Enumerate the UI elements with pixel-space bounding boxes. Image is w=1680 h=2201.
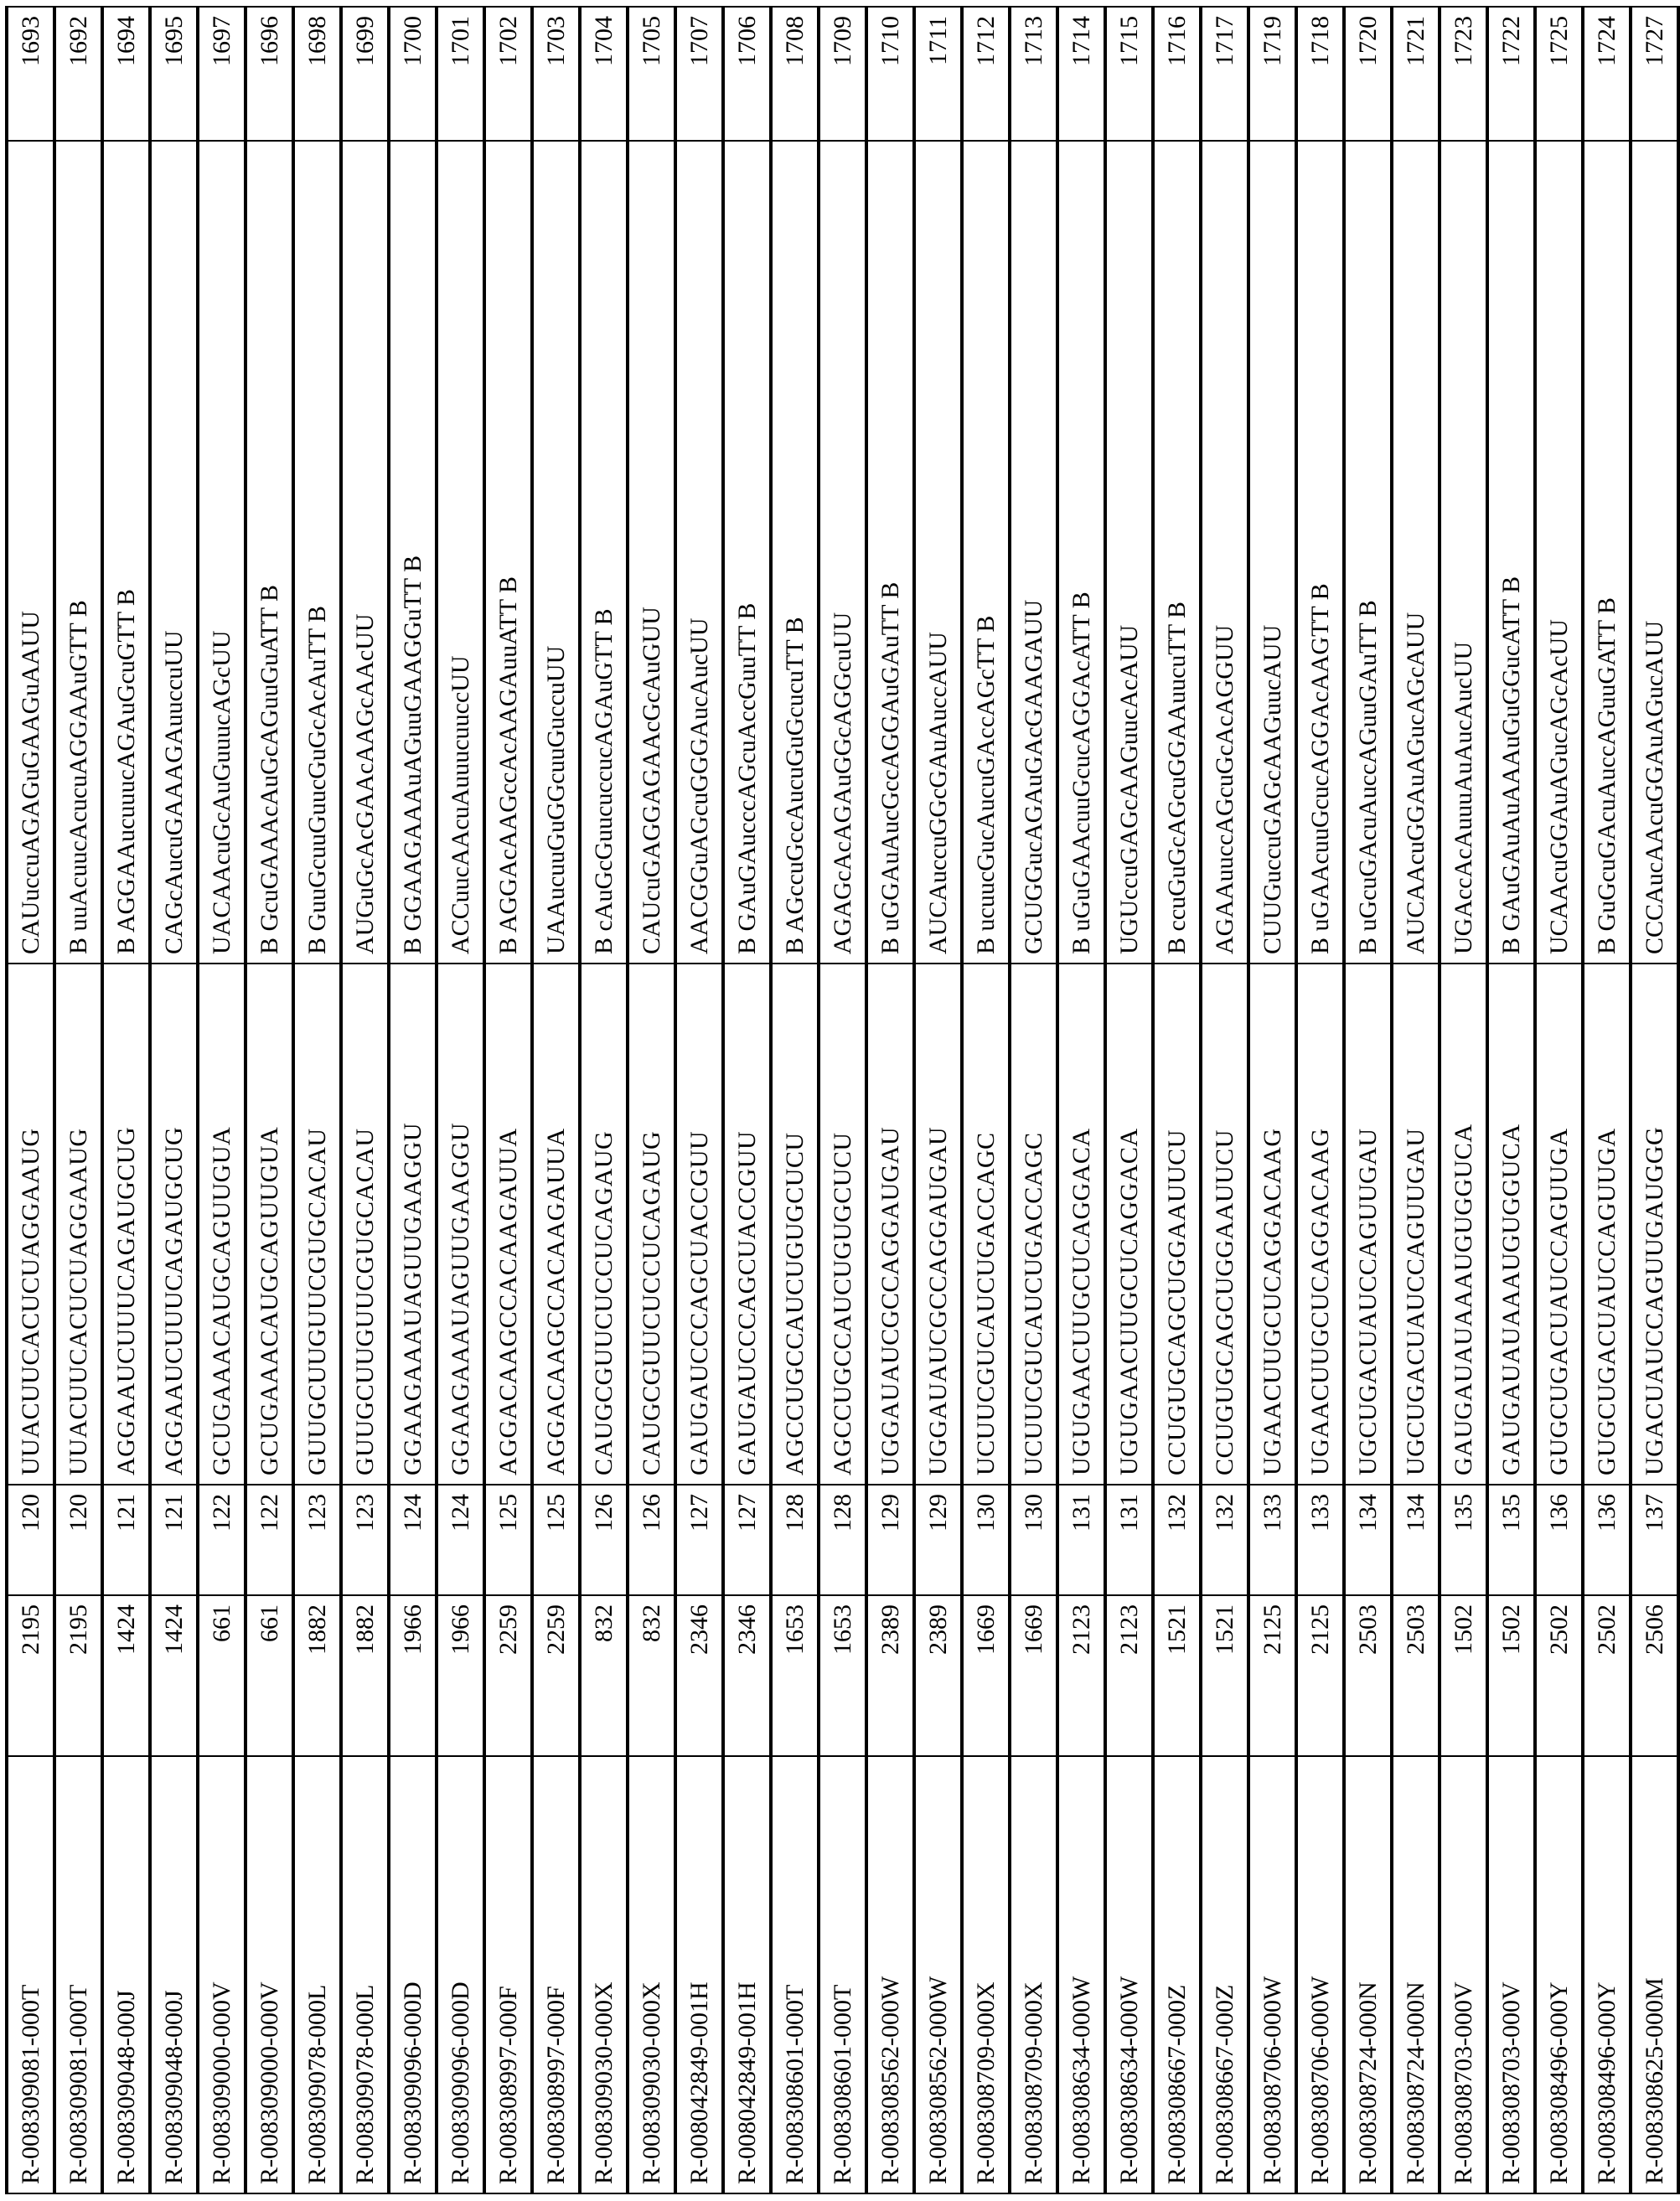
modified-sequence-cell: B GuGcuGAcuAuccAGuuGATT B	[1583, 141, 1631, 964]
compound-id-cell: R-008309048-000J	[102, 1756, 150, 2193]
target-sequence-cell: GUGCUGACUAUCCAGUUGA	[1535, 964, 1583, 1485]
position-number-cell: 1521	[1201, 1595, 1248, 1756]
sequence-index-cell: 128	[819, 1485, 866, 1595]
seq-id-number-cell: 1719	[1248, 7, 1296, 141]
compound-id-cell: R-008308706-000W	[1248, 1756, 1296, 2193]
modified-sequence-cell: B AGGAcAAGccAcAAGAuuATT B	[484, 141, 532, 964]
position-number-cell: 1966	[389, 1595, 437, 1756]
seq-id-number-cell: 1717	[1201, 7, 1248, 141]
table-row	[1392, 7, 1440, 2193]
rotated-page	[0, 0, 1642, 2201]
position-number-cell: 832	[580, 1595, 628, 1756]
modified-sequence-cell: UAAucuuGuGGcuuGuccuUU	[532, 141, 580, 964]
position-number-cell: 1502	[1440, 1595, 1487, 1756]
compound-id-cell: R-008309000-000V	[198, 1756, 246, 2193]
position-number-cell: 2123	[1105, 1595, 1153, 1756]
target-sequence-cell: AGGAAUCUUUCAGAUGCUG	[150, 964, 198, 1485]
modified-sequence-cell: B GGAAGAAAuAGuuGAAGGuTT B	[389, 141, 437, 964]
table-row	[341, 7, 389, 2193]
position-number-cell: 2125	[1248, 1595, 1296, 1756]
modified-sequence-cell: B GuuGcuuGuucGuGcAcAuTT B	[293, 141, 341, 964]
target-sequence-cell: CCUGUGCAGCUGGAAUUCU	[1201, 964, 1248, 1485]
sequence-index-cell: 123	[341, 1485, 389, 1595]
table-row	[819, 7, 866, 2193]
compound-id-cell: R-008309081-000T	[7, 1756, 54, 2193]
sequence-index-cell: 130	[962, 1485, 1010, 1595]
modified-sequence-cell: B ucuucGucAucuGAccAGcTT B	[962, 141, 1010, 964]
seq-id-number-cell: 1716	[1153, 7, 1201, 141]
table-row	[723, 7, 771, 2193]
table-row	[1583, 7, 1631, 2193]
compound-id-cell: R-008308562-000W	[914, 1756, 962, 2193]
sequence-index-cell: 120	[54, 1485, 102, 1595]
table-row	[389, 7, 437, 2193]
modified-sequence-cell: CAUcuGAGGAGAAcGcAuGUU	[628, 141, 675, 964]
seq-id-number-cell: 1696	[246, 7, 293, 141]
target-sequence-cell: UGGAUAUCGCCAGGAUGAU	[866, 964, 914, 1485]
position-number-cell: 2259	[532, 1595, 580, 1756]
modified-sequence-cell: B GAuGAucccAGcuAccGuuTT B	[723, 141, 771, 964]
position-number-cell: 661	[198, 1595, 246, 1756]
table-row	[102, 7, 150, 2193]
compound-id-cell: R-008308601-000T	[771, 1756, 819, 2193]
position-number-cell: 1966	[437, 1595, 484, 1756]
modified-sequence-cell: UCAAcuGGAuAGucAGcAcUU	[1535, 141, 1583, 964]
target-sequence-cell: UGCUGACUAUCCAGUUGAU	[1344, 964, 1392, 1485]
compound-id-cell: R-008308997-000F	[532, 1756, 580, 2193]
table-row	[1487, 7, 1535, 2193]
table-body	[7, 7, 1678, 2193]
sequence-index-cell: 131	[1105, 1485, 1153, 1595]
sequence-index-cell: 127	[675, 1485, 723, 1595]
sequence-index-cell: 121	[102, 1485, 150, 1595]
compound-id-cell: R-008308667-000Z	[1153, 1756, 1201, 2193]
modified-sequence-cell: ACCuucAAcuAuuucuuccUU	[437, 141, 484, 964]
position-number-cell: 2346	[723, 1595, 771, 1756]
sequence-index-cell: 122	[246, 1485, 293, 1595]
target-sequence-cell: GCUGAAACAUGCAGUUGUA	[198, 964, 246, 1485]
position-number-cell: 1882	[341, 1595, 389, 1756]
seq-id-number-cell: 1710	[866, 7, 914, 141]
sequence-index-cell: 124	[437, 1485, 484, 1595]
modified-sequence-cell: B uGuGAAcuuGcucAGGAcATT B	[1057, 141, 1105, 964]
compound-id-cell: R-008308562-000W	[866, 1756, 914, 2193]
sequence-index-cell: 137	[1631, 1485, 1678, 1595]
table-row	[7, 7, 54, 2193]
sequence-index-cell: 134	[1344, 1485, 1392, 1595]
table-row	[1105, 7, 1153, 2193]
position-number-cell: 1424	[102, 1595, 150, 1756]
target-sequence-cell: GGAAGAAAUAGUUGAAGGU	[437, 964, 484, 1485]
seq-id-number-cell: 1713	[1010, 7, 1057, 141]
sequence-index-cell: 122	[198, 1485, 246, 1595]
position-number-cell: 2503	[1344, 1595, 1392, 1756]
seq-id-number-cell: 1721	[1392, 7, 1440, 141]
compound-id-cell: R-008308709-000X	[1010, 1756, 1057, 2193]
sequence-index-cell: 131	[1057, 1485, 1105, 1595]
sequence-index-cell: 124	[389, 1485, 437, 1595]
sequence-index-cell: 123	[293, 1485, 341, 1595]
sequence-table	[5, 6, 1680, 2194]
table-row	[293, 7, 341, 2193]
modified-sequence-cell: AACGGuAGcuGGGAucAucUU	[675, 141, 723, 964]
seq-id-number-cell: 1727	[1631, 7, 1678, 141]
sequence-index-cell: 133	[1296, 1485, 1344, 1595]
position-number-cell: 2195	[7, 1595, 54, 1756]
target-sequence-cell: UCUUCGUCAUCUGACCAGC	[1010, 964, 1057, 1485]
seq-id-number-cell: 1705	[628, 7, 675, 141]
modified-sequence-cell: CAGcAucuGAAAGAuuccuUU	[150, 141, 198, 964]
modified-sequence-cell: CAUuccuAGAGuGAAGuAAUU	[7, 141, 54, 964]
position-number-cell: 2502	[1535, 1595, 1583, 1756]
target-sequence-cell: UGACUAUCCAGUUGAUGGG	[1631, 964, 1678, 1485]
sequence-index-cell: 125	[532, 1485, 580, 1595]
modified-sequence-cell: AUGuGcAcGAAcAAGcAAcUU	[341, 141, 389, 964]
sequence-index-cell: 129	[914, 1485, 962, 1595]
position-number-cell: 1653	[819, 1595, 866, 1756]
table-row	[1440, 7, 1487, 2193]
seq-id-number-cell: 1694	[102, 7, 150, 141]
compound-id-cell: R-008309078-000L	[293, 1756, 341, 2193]
compound-id-cell: R-008309096-000D	[389, 1756, 437, 2193]
modified-sequence-cell: CCCAucAAcuGGAuAGucAUU	[1631, 141, 1678, 964]
modified-sequence-cell: B cAuGcGuucuccucAGAuGTT B	[580, 141, 628, 964]
target-sequence-cell: GAUGAUCCCAGCUACCGUU	[723, 964, 771, 1485]
target-sequence-cell: UGUGAACUUGCUCAGGACA	[1105, 964, 1153, 1485]
sequence-index-cell: 135	[1487, 1485, 1535, 1595]
compound-id-cell: R-008308709-000X	[962, 1756, 1010, 2193]
compound-id-cell: R-008308667-000Z	[1201, 1756, 1248, 2193]
modified-sequence-cell: B GAuGAuAuAAAuGuGGucATT B	[1487, 141, 1535, 964]
modified-sequence-cell: B uGcuGAcuAuccAGuuGAuTT B	[1344, 141, 1392, 964]
target-sequence-cell: AGGAAUCUUUCAGAUGCUG	[102, 964, 150, 1485]
compound-id-cell: R-008308496-000Y	[1583, 1756, 1631, 2193]
modified-sequence-cell: UGUccuGAGcAAGuucAcAUU	[1105, 141, 1153, 964]
table-row	[1344, 7, 1392, 2193]
position-number-cell: 1882	[293, 1595, 341, 1756]
table-row	[1153, 7, 1201, 2193]
modified-sequence-cell: B uGGAuAucGccAGGAuGAuTT B	[866, 141, 914, 964]
table-row	[437, 7, 484, 2193]
table-row	[532, 7, 580, 2193]
sequence-index-cell: 135	[1440, 1485, 1487, 1595]
compound-id-cell: R-008308703-000V	[1440, 1756, 1487, 2193]
table-row	[1248, 7, 1296, 2193]
position-number-cell: 2259	[484, 1595, 532, 1756]
position-number-cell: 2123	[1057, 1595, 1105, 1756]
position-number-cell: 2506	[1631, 1595, 1678, 1756]
table-row	[150, 7, 198, 2193]
compound-id-cell: R-008308625-000M	[1631, 1756, 1678, 2193]
modified-sequence-cell: GCUGGucAGAuGAcGAAGAUU	[1010, 141, 1057, 964]
position-number-cell: 832	[628, 1595, 675, 1756]
compound-id-cell: R-008309078-000L	[341, 1756, 389, 2193]
target-sequence-cell: GAUGAUCCCAGCUACCGUU	[675, 964, 723, 1485]
table-row	[198, 7, 246, 2193]
compound-id-cell: R-008308703-000V	[1487, 1756, 1535, 2193]
compound-id-cell: R-008309096-000D	[437, 1756, 484, 2193]
position-number-cell: 2389	[866, 1595, 914, 1756]
sequence-index-cell: 129	[866, 1485, 914, 1595]
position-number-cell: 1669	[1010, 1595, 1057, 1756]
seq-id-number-cell: 1724	[1583, 7, 1631, 141]
modified-sequence-cell: B AGccuGccAucuGuGcucuTT B	[771, 141, 819, 964]
target-sequence-cell: GUUGCUUGUUCGUGCACAU	[293, 964, 341, 1485]
compound-id-cell: R-008042849-001H	[675, 1756, 723, 2193]
seq-id-number-cell: 1692	[54, 7, 102, 141]
compound-id-cell: R-008308706-000W	[1296, 1756, 1344, 2193]
target-sequence-cell: GAUGAUAUAAAUGUGGUCA	[1487, 964, 1535, 1485]
target-sequence-cell: CCUGUGCAGCUGGAAUUCU	[1153, 964, 1201, 1485]
table-row	[1057, 7, 1105, 2193]
modified-sequence-cell: B uGAAcuuGcucAGGAcAAGTT B	[1296, 141, 1344, 964]
seq-id-number-cell: 1706	[723, 7, 771, 141]
compound-id-cell: R-008308634-000W	[1057, 1756, 1105, 2193]
modified-sequence-cell: UGAccAcAuuuAuAucAucUU	[1440, 141, 1487, 964]
sequence-index-cell: 125	[484, 1485, 532, 1595]
seq-id-number-cell: 1712	[962, 7, 1010, 141]
modified-sequence-cell: B ccuGuGcAGcuGGAAuucuTT B	[1153, 141, 1201, 964]
position-number-cell: 1502	[1487, 1595, 1535, 1756]
target-sequence-cell: CAUGCGUUCUCCUCAGAUG	[628, 964, 675, 1485]
compound-id-cell: R-008042849-001H	[723, 1756, 771, 2193]
compound-id-cell: R-008308997-000F	[484, 1756, 532, 2193]
seq-id-number-cell: 1707	[675, 7, 723, 141]
seq-id-number-cell: 1722	[1487, 7, 1535, 141]
sequence-index-cell: 132	[1201, 1485, 1248, 1595]
compound-id-cell: R-008308634-000W	[1105, 1756, 1153, 2193]
seq-id-number-cell: 1693	[7, 7, 54, 141]
modified-sequence-cell: AUCAAcuGGAuAGucAGcAUU	[1392, 141, 1440, 964]
table-row	[246, 7, 293, 2193]
position-number-cell: 661	[246, 1595, 293, 1756]
position-number-cell: 1424	[150, 1595, 198, 1756]
seq-id-number-cell: 1701	[437, 7, 484, 141]
target-sequence-cell: GUGCUGACUAUCCAGUUGA	[1583, 964, 1631, 1485]
seq-id-number-cell: 1718	[1296, 7, 1344, 141]
table-row	[580, 7, 628, 2193]
seq-id-number-cell: 1704	[580, 7, 628, 141]
target-sequence-cell: GUUGCUUGUUCGUGCACAU	[341, 964, 389, 1485]
seq-id-number-cell: 1725	[1535, 7, 1583, 141]
compound-id-cell: R-008308601-000T	[819, 1756, 866, 2193]
compound-id-cell: R-008308724-000N	[1392, 1756, 1440, 2193]
seq-id-number-cell: 1714	[1057, 7, 1105, 141]
sequence-index-cell: 136	[1535, 1485, 1583, 1595]
target-sequence-cell: AGGACAAGCCACAAGAUUA	[532, 964, 580, 1485]
table-row	[1296, 7, 1344, 2193]
table-row	[1535, 7, 1583, 2193]
sequence-index-cell: 127	[723, 1485, 771, 1595]
table-row	[675, 7, 723, 2193]
compound-id-cell: R-008309000-000V	[246, 1756, 293, 2193]
seq-id-number-cell: 1723	[1440, 7, 1487, 141]
sequence-index-cell: 128	[771, 1485, 819, 1595]
target-sequence-cell: GAUGAUAUAAAUGUGGUCA	[1440, 964, 1487, 1485]
target-sequence-cell: GCUGAAACAUGCAGUUGUA	[246, 964, 293, 1485]
seq-id-number-cell: 1698	[293, 7, 341, 141]
target-sequence-cell: UGAACUUGCUCAGGACAAG	[1248, 964, 1296, 1485]
target-sequence-cell: UGAACUUGCUCAGGACAAG	[1296, 964, 1344, 1485]
seq-id-number-cell: 1703	[532, 7, 580, 141]
modified-sequence-cell: CUUGuccuGAGcAAGuucAUU	[1248, 141, 1296, 964]
table-row	[914, 7, 962, 2193]
position-number-cell: 2503	[1392, 1595, 1440, 1756]
sequence-index-cell: 136	[1583, 1485, 1631, 1595]
position-number-cell: 2346	[675, 1595, 723, 1756]
compound-id-cell: R-008308496-000Y	[1535, 1756, 1583, 2193]
sequence-index-cell: 120	[7, 1485, 54, 1595]
seq-id-number-cell: 1699	[341, 7, 389, 141]
target-sequence-cell: UGCUGACUAUCCAGUUGAU	[1392, 964, 1440, 1485]
compound-id-cell: R-008309030-000X	[580, 1756, 628, 2193]
target-sequence-cell: AGGACAAGCCACAAGAUUA	[484, 964, 532, 1485]
position-number-cell: 2502	[1583, 1595, 1631, 1756]
compound-id-cell: R-008309081-000T	[54, 1756, 102, 2193]
compound-id-cell: R-008308724-000N	[1344, 1756, 1392, 2193]
target-sequence-cell: UUACUUCACUCUAGGAAUG	[54, 964, 102, 1485]
seq-id-number-cell: 1709	[819, 7, 866, 141]
seq-id-number-cell: 1695	[150, 7, 198, 141]
seq-id-number-cell: 1708	[771, 7, 819, 141]
table-row	[771, 7, 819, 2193]
modified-sequence-cell: B GcuGAAAcAuGcAGuuGuATT B	[246, 141, 293, 964]
modified-sequence-cell: UACAAcuGcAuGuuucAGcUU	[198, 141, 246, 964]
sequence-index-cell: 130	[1010, 1485, 1057, 1595]
seq-id-number-cell: 1715	[1105, 7, 1153, 141]
target-sequence-cell: CAUGCGUUCUCCUCAGAUG	[580, 964, 628, 1485]
sequence-index-cell: 134	[1392, 1485, 1440, 1595]
target-sequence-cell: GGAAGAAAUAGUUGAAGGU	[389, 964, 437, 1485]
table-row	[1201, 7, 1248, 2193]
modified-sequence-cell: B uuAcuucAcucuAGGAAuGTT B	[54, 141, 102, 964]
sequence-index-cell: 132	[1153, 1485, 1201, 1595]
table-row	[54, 7, 102, 2193]
table-row	[866, 7, 914, 2193]
sequence-index-cell: 121	[150, 1485, 198, 1595]
modified-sequence-cell: B AGGAAucuuucAGAuGcuGTT B	[102, 141, 150, 964]
target-sequence-cell: UCUUCGUCAUCUGACCAGC	[962, 964, 1010, 1485]
position-number-cell: 2195	[54, 1595, 102, 1756]
seq-id-number-cell: 1700	[389, 7, 437, 141]
table-row	[484, 7, 532, 2193]
seq-id-number-cell: 1711	[914, 7, 962, 141]
compound-id-cell: R-008309048-000J	[150, 1756, 198, 2193]
sequence-index-cell: 126	[628, 1485, 675, 1595]
table-row	[1010, 7, 1057, 2193]
target-sequence-cell: AGCCUGCCAUCUGUGCUCU	[771, 964, 819, 1485]
modified-sequence-cell: AGAGcAcAGAuGGcAGGcuUU	[819, 141, 866, 964]
modified-sequence-cell: AGAAuuccAGcuGcAcAGGUU	[1201, 141, 1248, 964]
table-row	[628, 7, 675, 2193]
target-sequence-cell: AGCCUGCCAUCUGUGCUCU	[819, 964, 866, 1485]
table-row	[1631, 7, 1678, 2193]
seq-id-number-cell: 1720	[1344, 7, 1392, 141]
position-number-cell: 1669	[962, 1595, 1010, 1756]
modified-sequence-cell: AUCAuccuGGcGAuAuccAUU	[914, 141, 962, 964]
compound-id-cell: R-008309030-000X	[628, 1756, 675, 2193]
seq-id-number-cell: 1697	[198, 7, 246, 141]
position-number-cell: 1521	[1153, 1595, 1201, 1756]
target-sequence-cell: UUACUUCACUCUAGGAAUG	[7, 964, 54, 1485]
target-sequence-cell: UGUGAACUUGCUCAGGACA	[1057, 964, 1105, 1485]
seq-id-number-cell: 1702	[484, 7, 532, 141]
position-number-cell: 1653	[771, 1595, 819, 1756]
target-sequence-cell: UGGAUAUCGCCAGGAUGAU	[914, 964, 962, 1485]
position-number-cell: 2389	[914, 1595, 962, 1756]
table-row	[962, 7, 1010, 2193]
sequence-index-cell: 133	[1248, 1485, 1296, 1595]
position-number-cell: 2125	[1296, 1595, 1344, 1756]
sequence-index-cell: 126	[580, 1485, 628, 1595]
